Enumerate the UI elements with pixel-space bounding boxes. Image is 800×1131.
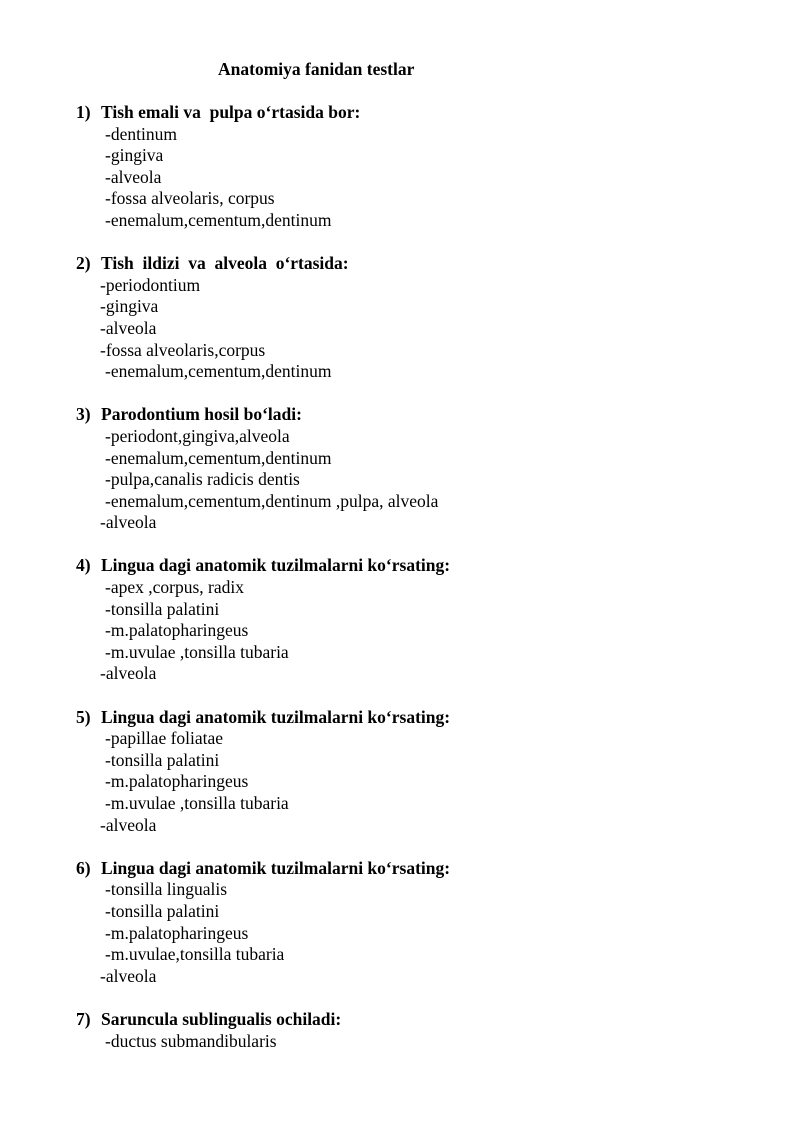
answer-option: -tonsilla lingualis [105, 879, 228, 900]
answer-option: -tonsilla palatini [105, 598, 220, 619]
answer-option: -tonsilla palatini [105, 749, 220, 770]
question-heading [76, 707, 776, 729]
answer-options [76, 1031, 776, 1053]
answer-option: -m.uvulae ,tonsilla tubaria [105, 641, 289, 662]
answer-option: -m.uvulae ,tonsilla tubaria [105, 793, 289, 813]
answer-option: -gingiva [105, 145, 164, 166]
answer-options [76, 426, 776, 534]
question-heading [76, 1009, 776, 1031]
question-heading [76, 555, 776, 577]
answer-option: -alveola [100, 965, 157, 986]
question-text: Lingua dagi anatomik tuzilmalarni ko‘rsating: [101, 857, 451, 878]
question-4 [76, 555, 776, 685]
question-2 [76, 253, 776, 383]
answer-option: -enemalum,cementum,dentinum ,pulpa, alveola [105, 490, 439, 511]
answer-option: -alveola [100, 317, 157, 338]
question-5 [76, 707, 776, 837]
question-text: Parodontium hosil bo‘ladi: [101, 404, 302, 425]
question-number: 1) [76, 102, 91, 122]
answer-option: -enemalum,cementum,dentinum [105, 447, 332, 468]
answer-option: -alveola [105, 166, 162, 187]
question-heading [76, 404, 776, 426]
question-text: Saruncula sublingualis ochiladi: [101, 1008, 342, 1029]
answer-option: -m.palatopharingeus [105, 620, 249, 641]
answer-option: -m.palatopharingeus [105, 771, 249, 792]
answer-option: -enemalum,cementum,dentinum [105, 209, 332, 230]
answer-options [76, 124, 776, 232]
question-heading [76, 253, 776, 275]
answer-option: -m.palatopharingeus [105, 922, 249, 943]
answer-option: -dentinum [105, 123, 177, 144]
question-number: 7) [76, 1008, 91, 1029]
question-text: Tish ildizi va alveola o‘rtasida: [101, 253, 349, 274]
answer-option: -m.uvulae,tonsilla tubaria [105, 944, 285, 965]
question-number: 3) [76, 404, 91, 425]
answer-options [76, 879, 776, 987]
answer-option: -alveola [100, 814, 157, 835]
page-title: Anatomiya fanidan testlar [218, 59, 415, 79]
question-6 [76, 858, 776, 988]
answer-options [76, 275, 776, 383]
question-number: 4) [76, 555, 91, 576]
question-list [76, 102, 776, 1074]
answer-option: -alveola [100, 663, 157, 684]
answer-option: -periodontium [100, 274, 201, 295]
answer-option: -gingiva [100, 296, 159, 317]
answer-option: -periodont,gingiva,alveola [105, 425, 290, 446]
answer-option: -pulpa,canalis radicis dentis [105, 469, 300, 490]
question-number: 5) [76, 706, 91, 727]
question-heading [76, 102, 776, 124]
answer-options [76, 728, 776, 836]
answer-option: -apex ,corpus, radix [105, 577, 244, 598]
answer-option: -alveola [100, 512, 157, 533]
answer-options [76, 577, 776, 685]
question-1 [76, 102, 776, 232]
question-number: 2) [76, 253, 91, 274]
question-7 [76, 1009, 776, 1052]
answer-option: -fossa alveolaris, corpus [105, 188, 275, 209]
question-text: Lingua dagi anatomik tuzilmalarni ko‘rsating: [101, 706, 451, 727]
answer-option: -enemalum,cementum,dentinum [105, 361, 332, 382]
question-3 [76, 404, 776, 534]
answer-option: -fossa alveolaris,corpus [100, 339, 266, 360]
question-number: 6) [76, 857, 91, 878]
question-heading [76, 858, 776, 880]
answer-option: -ductus submandibularis [105, 1030, 277, 1051]
answer-option: -tonsilla palatini [105, 900, 220, 921]
answer-option: -papillae foliatae [105, 728, 224, 749]
question-text: Tish emali va pulpa o‘rtasida bor: [101, 102, 361, 122]
question-text: Lingua dagi anatomik tuzilmalarni ko‘rsating: [101, 555, 451, 576]
